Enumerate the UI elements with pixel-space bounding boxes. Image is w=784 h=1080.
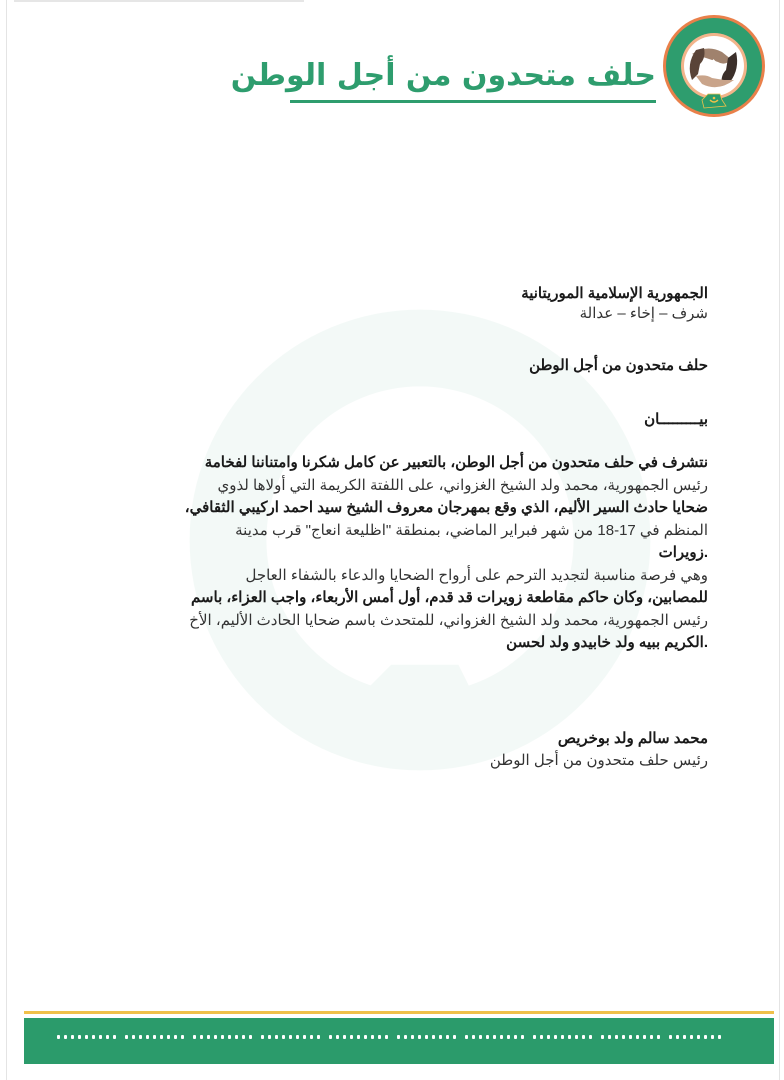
body-line: .زويرات [658,544,708,561]
brand-underline [290,100,656,103]
body-line: ضحايا حادث السير الأليم، الذي وقع بمهرجان معروف الشيخ سيد احمد اركيبي الثقافي، [184,499,708,516]
body-line: المنظم في 17-18 من شهر فبراير الماضي، بمنطقة "اظليعة انعاج" قرب مدينة [235,521,708,539]
body-line: نتشرف في حلف متحدون من أجل الوطن، بالتعبير عن كامل شكرنا وامتناننا لفخامة [204,454,708,471]
statement-body [98,452,708,655]
signatory-title: رئيس حلف متحدون من أجل الوطن [489,752,708,769]
brand-title: حلف متحدون من أجل الوطن [230,58,656,93]
page-top-edge [14,0,304,2]
body-line: .الكريم ببيه ولد خابيدو ولد لحسن [506,634,708,651]
body-line: للمصابين، وكان حاكم مقاطعة زويرات قد قدم، أول أمس الأربعاء، واجب العزاء، باسم [190,589,708,606]
organization-name: حلف متحدون من أجل الوطن [529,357,708,374]
national-motto: شرف – إخاء – عدالة [579,305,708,322]
country-name: الجمهورية الإسلامية الموريتانية [521,285,708,302]
statement-heading: بيـــــــــان [644,411,708,428]
footer-gold-line [24,1011,774,1014]
footer-dotted-text-icon [55,1032,725,1044]
body-line: رئيس الجمهورية، محمد ولد الشيخ الغزواني، للمتحدث باسم ضحايا الحادث الأليم، الأخ [189,611,708,629]
body-line: وهي فرصة مناسبة لتجديد الترحم على أرواح الضحايا والدعاء بالشفاء العاجل [245,566,708,584]
signatory-name: محمد سالم ولد بوخريص [557,730,708,747]
body-line: رئيس الجمهورية، محمد ولد الشيخ الغزواني، على اللفتة الكريمة التي أولاها لذوي [217,476,708,494]
organization-logo-icon [662,14,766,118]
